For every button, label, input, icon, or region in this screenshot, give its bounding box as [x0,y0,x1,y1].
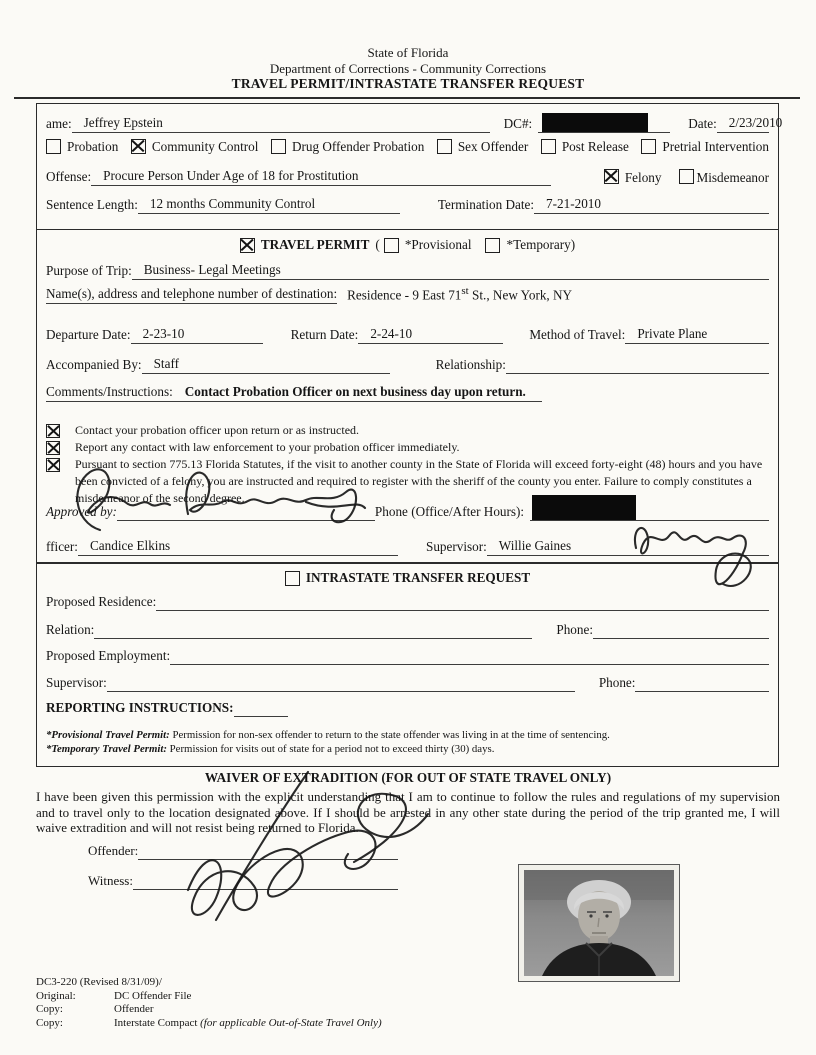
sentence-row [46,193,769,214]
offender-label: Offender: [88,843,139,858]
misdemeanor-checkbox-icon [679,169,694,184]
accompanied-row [46,353,769,374]
provisional-label: *Provisional [404,237,472,252]
supervision-option-probation [46,139,118,156]
probation-label: Probation [67,139,119,154]
condition-item [46,422,763,439]
intrastate-checkbox-icon [285,571,300,586]
intrastate-supervisor-field [107,690,575,692]
travel-permit-checkbox-icon [240,238,255,253]
travel-permit-title-row [37,237,778,253]
reporting-instructions-row [46,696,769,717]
termination-date-label: Termination Date: [437,197,535,212]
proposed-residence-label: Proposed Residence: [46,594,157,609]
comments-row [46,381,769,402]
provisional-footnote: *Provisional Travel Permit: Permission for non-sex offender to return to the state offender was living in at the time of sentencing. [46,729,610,741]
distribution-row: Original: DC Offender File [36,989,192,1002]
accompanied-by-label: Accompanied By: [46,357,142,372]
dc-number-label: DC#: [503,116,533,131]
supervision-option-pretrial [641,139,769,156]
felony-option [604,169,662,186]
supervisor-phone-label: Phone: [598,675,636,690]
drug-offender-label: Drug Offender Probation [291,139,425,154]
comments-label: Comments/Instructions: [46,384,173,402]
relation-phone-label: Phone: [556,622,593,637]
relationship-field [506,372,769,374]
proposed-residence-row [46,590,769,611]
intrastate-transfer-section [36,562,779,767]
purpose-label: Purpose of Trip: [46,263,132,278]
method-of-travel-field: Private Plane [625,326,769,344]
phone-office-label: Phone (Office/After Hours): [374,504,525,519]
relation-label: Relation: [46,622,95,637]
return-date-label: Return Date: [290,327,359,342]
form-footer [36,976,382,1030]
departure-date-label: Departure Date: [46,327,131,342]
sex-offender-label: Sex Offender [457,139,529,154]
date-field: 2/23/2010 [717,115,769,133]
footer-italic-note: (for applicable Out-of-State Travel Only) [200,1016,382,1029]
pretrial-checkbox-icon [641,139,656,154]
intrastate-title: INTRASTATE TRANSFER REQUEST [305,570,531,585]
offender-photo-image [524,870,674,976]
identity-section [36,103,783,230]
return-date-field: 2-24-10 [358,326,503,344]
termination-date-field: 7-21-2010 [534,196,769,214]
offender-photo [518,864,680,982]
phone-field [530,520,769,521]
witness-signature-row [88,870,428,890]
sex-offender-checkbox-icon [437,139,452,154]
destination-label: Name(s), address and telephone number of destination: [46,286,337,304]
waiver-body: I have been given this permission with the explicit understanding that I am to continue to follow the rules and regulations of my supervision and to travel only to the location designated above. If I should be arrested in any other state during the period of the trip granted me, I will waive extradition and will not resist being returned to Florida. [36,789,780,835]
form-header [0,45,816,92]
purpose-row [46,259,769,280]
condition-3-text: Pursuant to section 775.13 Florida Statutes, if the visit to another county in the State of Florida will exceed forty-eight (48) hours and you have been convicted of a felony, you are instructed and required to register with the sheriff of the county you enter. Failure to comply constitutes a misdemeanor of the second degree. [75,457,763,505]
proposed-employment-label: Proposed Employment: [46,648,171,663]
condition-item [46,439,763,456]
relation-row [46,618,769,639]
temporary-checkbox-icon [485,238,500,253]
offender-signature-row [88,840,428,860]
departure-row [46,323,769,344]
felony-label: Felony [624,169,662,185]
paren-open: ( [375,237,380,252]
purpose-field: Business- Legal Meetings [132,262,769,280]
intrastate-supervisor-label: Supervisor: [46,675,107,690]
post-release-label: Post Release [561,139,629,154]
supervision-option-post-release [541,139,629,156]
accompanied-by-field: Staff [142,356,390,374]
condition-1-text: Contact your probation officer upon return or as instructed. [75,423,360,437]
supervision-option-drug-offender [271,139,424,156]
approved-by-label: Approved by: [46,504,117,519]
supervision-type-row [46,138,769,156]
method-of-travel-label: Method of Travel: [529,327,626,342]
relation-phone-field [593,637,769,639]
officer-label: fficer: [46,539,78,554]
proposed-residence-field [156,609,769,611]
dc-number-redaction [542,113,648,132]
condition-2-checkbox-icon [46,441,60,455]
dc-number-field [538,132,670,133]
felony-checkbox-icon [604,169,619,184]
name-row [46,112,783,133]
community-control-label: Community Control [151,139,259,154]
witness-label: Witness: [88,873,133,888]
approved-by-row [46,496,769,521]
temporary-footnote: *Temporary Travel Permit: Permission for visits out of state for a period not to exceed thirty (30) days. [46,742,495,755]
temporary-label: *Temporary [506,237,571,252]
travel-permit-title: TRAVEL PERMIT [260,237,370,252]
paren-close: ) [570,237,576,252]
officer-field: Candice Elkins [78,538,398,556]
header-department: Department of Corrections - Community Corrections [269,60,547,76]
pretrial-label: Pretrial Intervention [662,139,769,154]
waiver-title: WAIVER OF EXTRADITION (FOR OUT OF STATE TRAVEL ONLY) [204,770,612,785]
proposed-employment-field [170,663,769,665]
departure-date-field: 2-23-10 [131,326,263,344]
supervisor-label: Supervisor: [425,539,487,554]
distribution-row: Copy: Interstate Compact (for applicable Out-of-State Travel Only) [36,1016,382,1029]
officer-row [46,531,769,556]
offense-row [46,165,769,186]
community-control-checkbox-icon [131,139,146,154]
offense-label: Offense: [46,169,92,184]
permit-footnotes [46,729,769,756]
name-label: ame: [46,116,72,131]
probation-checkbox-icon [46,139,61,154]
reporting-instructions-field [234,715,288,717]
supervisor-phone-field [635,690,769,692]
phone-redaction [532,495,636,520]
offender-signature-line [138,858,398,860]
form-title: TRAVEL PERMIT/INTRASTATE TRANSFER REQUEST [231,76,585,91]
intrastate-supervisor-row [46,671,769,692]
ordinal-superscript: st [461,284,469,297]
offense-field: Procure Person Under Age of 18 for Prostitution [91,168,551,186]
destination-value: Residence - 9 East 71st St., New York, NY [347,284,573,302]
condition-2-text: Report any contact with law enforcement to your probation officer immediately. [75,440,460,454]
name-field: Jeffrey Epstein [72,115,490,133]
reporting-instructions-label: REPORTING INSTRUCTIONS: [46,700,234,715]
witness-signature-line [133,888,398,890]
sentence-length-field: 12 months Community Control [138,196,400,214]
provisional-checkbox-icon [384,238,399,253]
drug-offender-checkbox-icon [271,139,286,154]
form-number: DC3-220 (Revised 8/31/09)/ [36,976,162,988]
sentence-length-label: Sentence Length: [46,197,138,212]
relation-field [94,637,532,639]
waiver-section [36,770,780,888]
supervisor-field: Willie Gaines [487,538,769,556]
conditions-list [46,422,763,507]
condition-3-checkbox-icon [46,458,60,472]
post-release-checkbox-icon [541,139,556,154]
misdemeanor-label: Misdemeanor [696,169,769,185]
comments-field: Contact Probation Officer on next business day upon return. [173,384,542,402]
destination-row [46,283,769,304]
supervision-option-sex-offender [437,139,528,156]
date-label: Date: [688,116,717,131]
supervision-option-community-control [131,139,259,156]
proposed-employment-row [46,644,769,665]
misdemeanor-option [679,169,769,186]
header-rule [14,97,800,99]
travel-permit-section [36,229,779,564]
condition-1-checkbox-icon [46,424,60,438]
header-state: State of Florida [367,45,449,60]
distribution-row: Copy: Offender [36,1003,154,1015]
relationship-label: Relationship: [435,357,506,372]
approved-by-signature-line [117,519,375,521]
intrastate-title-row [37,570,778,586]
